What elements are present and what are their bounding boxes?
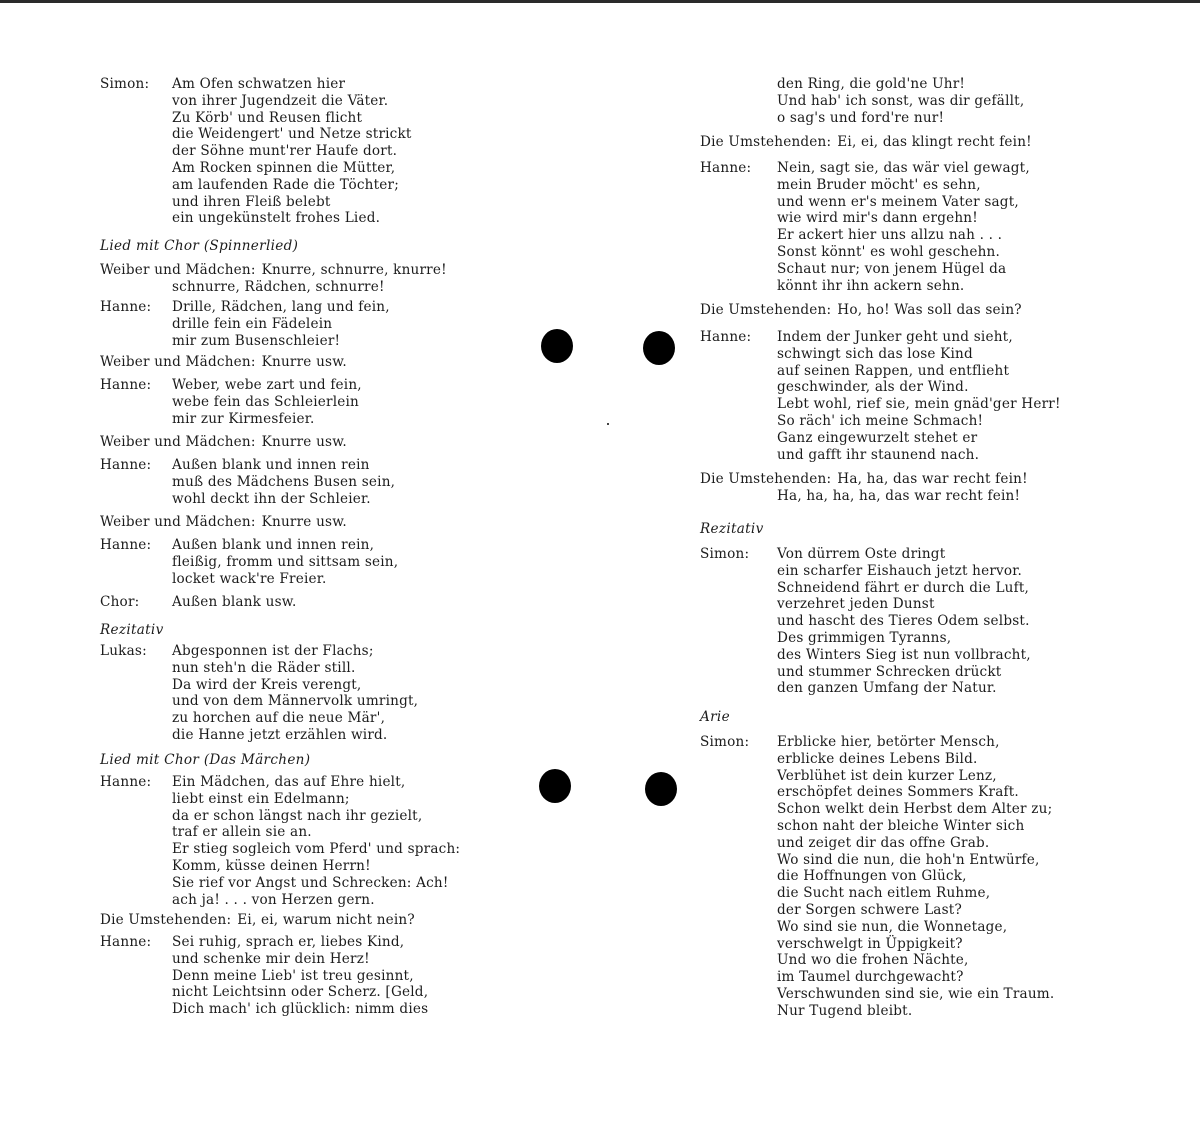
verse-line: Nur Tugend bleibt. [777, 1002, 913, 1019]
verse-line: Schaut nur; von jenem Hügel da [777, 260, 1007, 277]
speaker-name: Die Umstehenden: [100, 912, 232, 928]
verse-line: mir zur Kirmesfeier. [172, 410, 315, 427]
verse-line: Am Rocken spinnen die Mütter, [172, 159, 396, 176]
punch-hole [645, 772, 677, 806]
verse-line: o sag's und ford're nur! [777, 109, 945, 126]
speaker-entry [700, 546, 1031, 697]
punch-hole [539, 769, 571, 803]
speaker-name: Weiber und Mädchen: [100, 262, 256, 278]
verse-line: Ei, ei, warum nicht nein? [237, 912, 415, 928]
verse-line: Ha, ha, das war recht fein! [837, 471, 1028, 487]
speaker-entry [700, 734, 1054, 1020]
verse-line: Des grimmigen Tyranns, [777, 629, 952, 646]
speaker-name: Hanne: [100, 934, 152, 950]
verse-line: und wenn er's meinem Vater sagt, [777, 193, 1019, 210]
verse-line: Verblühet ist dein kurzer Lenz, [777, 767, 997, 784]
verse-line: Ho, ho! Was soll das sein? [837, 302, 1022, 318]
speaker-name: Simon: [700, 546, 750, 562]
verse-line: Und wo die frohen Nächte, [777, 952, 969, 969]
speaker-entry [100, 594, 297, 611]
verse-line: und gafft ihr staunend nach. [777, 446, 980, 463]
verse-line: Ein Mädchen, das auf Ehre hielt, [172, 774, 406, 790]
speaker-entry [100, 457, 395, 507]
verse-line: am laufenden Rade die Töchter; [172, 176, 399, 193]
speaker-entry [100, 912, 415, 929]
verse-line: Dich mach' ich glücklich: nimm dies [172, 1001, 429, 1018]
verse-line: Indem der Junker geht und sieht, [777, 329, 1013, 345]
speaker-name: Lukas: [100, 643, 147, 659]
section-heading: Rezitativ [100, 622, 164, 638]
verse-line: verschwelgt in Üppigkeit? [777, 935, 963, 952]
verse-line: schwingt sich das lose Kind [777, 345, 973, 362]
verse-line: Abgesponnen ist der Flachs; [172, 643, 374, 659]
verse-line: erblicke deines Lebens Bild. [777, 750, 978, 767]
verse-line: die Hoffnungen von Glück, [777, 868, 967, 885]
speaker-name: Weiber und Mädchen: [100, 354, 256, 370]
verse-line: verzehret jeden Dunst [777, 596, 935, 613]
verse-line: Verschwunden sind sie, wie ein Traum. [777, 985, 1055, 1002]
verse-line: und hascht des Tieres Odem selbst. [777, 613, 1030, 630]
verse-line: da er schon längst nach ihr gezielt, [172, 807, 423, 824]
speaker-name: Die Umstehenden: [700, 134, 832, 150]
verse-line: Ha, ha, ha, ha, das war recht fein! [777, 487, 1021, 504]
speaker-entry [100, 537, 398, 587]
verse-line: Sie rief vor Angst und Schrecken: Ach! [172, 874, 449, 891]
verse-line: wie wird mir's dann ergehn! [777, 210, 978, 227]
speaker-name: Chor: [100, 594, 140, 610]
verse-line: Lebt wohl, rief sie, mein gnäd'ger Herr! [777, 396, 1061, 413]
verse-line: den ganzen Umfang der Natur. [777, 680, 997, 697]
verse-line: Er ackert hier uns allzu nah . . . [777, 227, 1003, 244]
verse-line: die Weidengert' und Netze strickt [172, 126, 412, 143]
speaker-name: Weiber und Mädchen: [100, 434, 256, 450]
speaker-entry [700, 329, 1061, 463]
verse-line: ein ungekünstelt frohes Lied. [172, 210, 381, 227]
verse-line: drille fein ein Fädelein [172, 315, 333, 332]
verse-line: Erblicke hier, betörter Mensch, [777, 734, 1000, 750]
verse-line: mir zum Busenschleier! [172, 332, 341, 349]
verse-line: geschwinder, als der Wind. [777, 379, 969, 396]
verse-line: im Taumel durchgewacht? [777, 969, 964, 986]
verse-line: Am Ofen schwatzen hier [172, 76, 346, 92]
verse-line: von ihrer Jugendzeit die Väter. [172, 92, 389, 109]
verse-line: Sonst könnt' es wohl geschehn. [777, 243, 1001, 260]
verse-line: Wo sind die nun, die hoh'n Entwürfe, [777, 851, 1040, 868]
speaker-entry [100, 774, 460, 908]
verse-line: könnt ihr ihn ackern sehn. [777, 277, 965, 294]
verse-line: Er stieg sogleich vom Pferd' und sprach: [172, 841, 461, 858]
verse-line: Nein, sagt sie, das wär viel gewagt, [777, 160, 1030, 176]
speaker-entry [100, 377, 362, 427]
verse-line: muß des Mädchens Busen sein, [172, 473, 396, 490]
verse-line: webe fein das Schleierlein [172, 393, 360, 410]
verse-line: schnurre, Rädchen, schnurre! [172, 278, 385, 295]
verse-line: Knurre usw. [261, 514, 347, 530]
verse-line: So räch' ich meine Schmach! [777, 412, 984, 429]
section-heading: Arie [700, 709, 730, 725]
verse-line: Ganz eingewurzelt stehet er [777, 429, 978, 446]
verse-line: auf seinen Rappen, und entflieht [777, 362, 1010, 379]
verse-line: und zeiget dir das offne Grab. [777, 834, 990, 851]
speaker-entry [100, 934, 428, 1018]
speaker-entry [100, 354, 347, 371]
verse-line: erschöpfet deines Sommers Kraft. [777, 784, 1019, 801]
verse-line: Außen blank und innen rein [172, 457, 370, 473]
verse-line: die Hanne jetzt erzählen wird. [172, 726, 388, 743]
verse-line: der Sorgen schwere Last? [777, 901, 962, 918]
top-edge-line [0, 0, 1200, 3]
verse-line: Knurre, schnurre, knurre! [261, 262, 447, 278]
verse-line: Drille, Rädchen, lang und fein, [172, 299, 390, 315]
speaker-name: Hanne: [700, 160, 752, 176]
speaker-entry [700, 471, 1028, 505]
verse-line: die Sucht nach eitlem Ruhme, [777, 885, 991, 902]
verse-line: den Ring, die gold'ne Uhr! [777, 76, 966, 92]
verse-line: zu horchen auf die neue Mär', [172, 710, 386, 727]
verse-continuation [700, 76, 1024, 126]
verse-line: Von dürrem Oste dringt [777, 546, 946, 562]
verse-line: fleißig, fromm und sittsam sein, [172, 553, 399, 570]
verse-line: Schneidend fährt er durch die Luft, [777, 579, 1030, 596]
verse-line: liebt einst ein Edelmann; [172, 790, 350, 807]
speaker-name: Weiber und Mädchen: [100, 514, 256, 530]
speaker-name: Hanne: [100, 377, 152, 393]
verse-line: Da wird der Kreis verengt, [172, 676, 362, 693]
speaker-entry [100, 262, 447, 296]
verse-line: schon naht der bleiche Winter sich [777, 817, 1025, 834]
verse-line: nicht Leichtsinn oder Scherz. [Geld, [172, 984, 429, 1001]
verse-line: Außen blank und innen rein, [172, 537, 375, 553]
verse-line: locket wack're Freier. [172, 570, 327, 587]
verse-line: Ei, ei, das klingt recht fein! [837, 134, 1032, 150]
speaker-name: Hanne: [100, 774, 152, 790]
verse-line: nun steh'n die Räder still. [172, 659, 356, 676]
punch-hole [541, 329, 573, 363]
punch-hole [643, 331, 675, 365]
speaker-entry [700, 302, 1022, 319]
speaker-entry [100, 434, 347, 451]
section-heading: Lied mit Chor (Das Märchen) [100, 752, 311, 768]
speaker-entry [700, 134, 1032, 151]
verse-line: Knurre usw. [261, 434, 347, 450]
section-heading: Lied mit Chor (Spinnerlied) [100, 238, 299, 254]
verse-line: des Winters Sieg ist nun vollbracht, [777, 646, 1031, 663]
verse-line: Außen blank usw. [172, 594, 297, 610]
verse-line: und ihren Fleiß belebt [172, 193, 331, 210]
speaker-name: Die Umstehenden: [700, 302, 832, 318]
verse-line: mein Bruder möcht' es sehn, [777, 176, 981, 193]
verse-line: Zu Körb' und Reusen flicht [172, 109, 363, 126]
verse-line: Und hab' ich sonst, was dir gefällt, [777, 92, 1025, 109]
speaker-entry [100, 299, 390, 349]
verse-line: wohl deckt ihn der Schleier. [172, 490, 371, 507]
speaker-name: Simon: [700, 734, 750, 750]
speaker-entry [100, 76, 412, 227]
speaker-entry [700, 160, 1030, 294]
speaker-name: Hanne: [100, 457, 152, 473]
speaker-name: Hanne: [700, 329, 752, 345]
verse-line: Denn meine Lieb' ist treu gesinnt, [172, 967, 414, 984]
verse-line: Komm, küsse deinen Herrn! [172, 857, 371, 874]
verse-line: traf er allein sie an. [172, 824, 312, 841]
verse-line: Weber, webe zart und fein, [172, 377, 362, 393]
verse-line: Sei ruhig, sprach er, liebes Kind, [172, 934, 405, 950]
speaker-entry [100, 514, 347, 531]
speck [607, 423, 609, 425]
verse-line: Schon welkt dein Herbst dem Alter zu; [777, 801, 1053, 818]
verse-line: ach ja! . . . von Herzen gern. [172, 891, 375, 908]
verse-line: Wo sind sie nun, die Wonnetage, [777, 918, 1008, 935]
speaker-name: Die Umstehenden: [700, 471, 832, 487]
verse-line: und von dem Männervolk umringt, [172, 693, 419, 710]
section-heading: Rezitativ [700, 521, 764, 537]
verse-line: ein scharfer Eishauch jetzt hervor. [777, 562, 1023, 579]
verse-line: und stummer Schrecken drückt [777, 663, 1002, 680]
verse-line: Knurre usw. [261, 354, 347, 370]
speaker-entry [100, 643, 418, 744]
speaker-name: Hanne: [100, 537, 152, 553]
verse-line: der Söhne munt'rer Haufe dort. [172, 143, 398, 160]
verse-line: und schenke mir dein Herz! [172, 950, 370, 967]
speaker-name: Hanne: [100, 299, 152, 315]
speaker-name: Simon: [100, 76, 150, 92]
